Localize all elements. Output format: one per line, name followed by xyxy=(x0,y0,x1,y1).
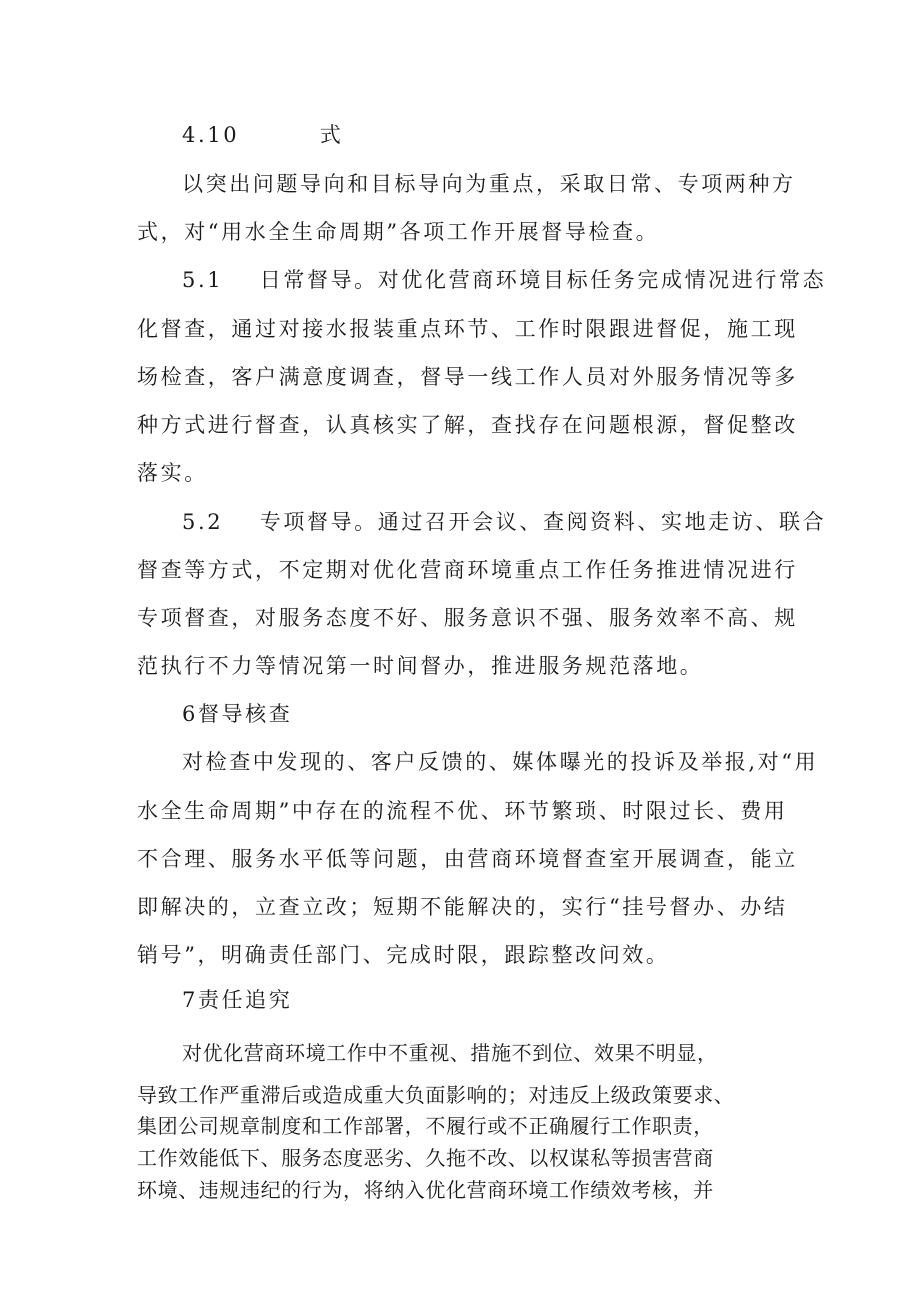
section-number: 4.10 xyxy=(182,123,240,147)
paragraph-line: 化督查，通过对接水报装重点环节、工作时限跟进督促，施工现 xyxy=(137,317,798,341)
section-number: 5.1 xyxy=(182,268,224,292)
paragraph-line: 场检查，客户满意度调查，督导一线工作人员对外服务情况等多 xyxy=(137,365,798,389)
paragraph-line: 水全生命周期”中存在的流程不优、环节繁琐、时限过长、费用 xyxy=(137,799,788,823)
section-5-1 xyxy=(182,266,826,294)
section-text: 式 xyxy=(319,123,344,147)
paragraph-line: 环境、违规违纪的行为，将纳入优化营商环境工作绩效考核，并 xyxy=(137,1178,714,1202)
section-heading-6: 6督导核查 xyxy=(182,702,293,726)
paragraph-line: 式，对“用水全生命周期”各项工作开展督导检查。 xyxy=(137,220,660,244)
paragraph-line: 以突出问题导向和目标导向为重点，采取日常、专项两种方 xyxy=(182,172,796,196)
section-5-2 xyxy=(182,508,826,536)
paragraph-line: 对检查中发现的、客户反馈的、媒体曝光的投诉及举报,对“用 xyxy=(182,750,819,774)
paragraph-line: 专项督导。通过召开会议、查阅资料、实地走访、联合 xyxy=(259,510,827,534)
paragraph-line: 日常督导。对优化营商环境目标任务完成情况进行常态 xyxy=(259,268,827,292)
section-heading-7: 7责任追究 xyxy=(182,988,293,1012)
paragraph-line: 落实。 xyxy=(137,461,208,485)
paragraph-line: 督查等方式，不定期对优化营商环境重点工作任务推进情况进行 xyxy=(137,558,798,582)
paragraph-line: 范执行不力等情况第一时间督办，推进服务规范落地。 xyxy=(137,654,704,678)
section-4-10 xyxy=(182,121,343,149)
paragraph-line: 即解决的，立查立改；短期不能解决的，实行“挂号督办、办结 xyxy=(137,895,788,919)
paragraph-line: 导致工作严重滞后或造成重大负面影响的；对违反上级政策要求、 xyxy=(137,1083,735,1107)
paragraph-line: 种方式进行督查，认真核实了解，查找存在问题根源，督促整改 xyxy=(137,413,798,437)
paragraph-line: 集团公司规章制度和工作部署，不履行或不正确履行工作职责， xyxy=(137,1114,714,1138)
paragraph-line: 专项督查，对服务态度不好、服务意识不强、服务效率不高、规 xyxy=(137,606,798,630)
paragraph-line: 不合理、服务水平低等问题，由营商环境督查室开展调查，能立 xyxy=(137,847,798,871)
paragraph-line: 销号”，明确责任部门、完成时限，跟踪整改问效。 xyxy=(137,943,670,967)
section-number: 5.2 xyxy=(182,510,224,534)
paragraph-line: 对优化营商环境工作中不重视、措施不到位、效果不明显， xyxy=(182,1041,718,1065)
paragraph-line: 工作效能低下、服务态度恶劣、久拖不改、以权谋私等损害营商 xyxy=(137,1146,714,1170)
